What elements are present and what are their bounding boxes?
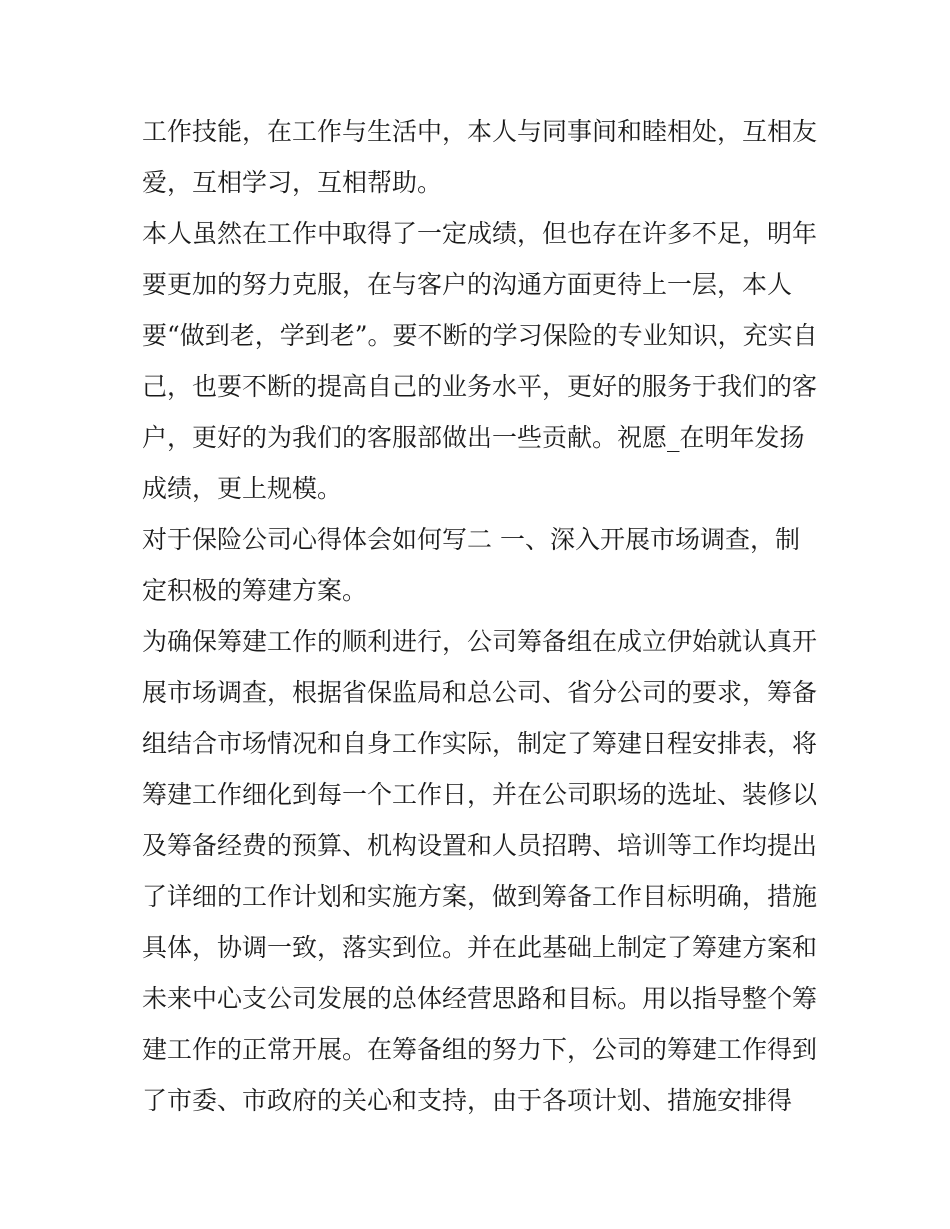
text-line: 要“做到老，学到老”。要不断的学习保险的专业知识，充实自 — [142, 321, 818, 350]
text-line: 未来中心支公司发展的总体经营思路和目标。用以指导整个筹 — [142, 984, 818, 1013]
text-line: 了市委、市政府的关心和支持，由于各项计划、措施安排得 — [142, 1086, 793, 1115]
text-line: 爱，互相学习，互相帮助。 — [142, 168, 443, 197]
text-line: 对于保险公司心得体会如何写二 一、深入开展市场调查，制 — [142, 525, 800, 554]
text-line: 己，也要不断的提高自己的业务水平，更好的服务于我们的客 — [142, 372, 818, 401]
text-line: 建工作的正常开展。在筹备组的努力下，公司的筹建工作得到 — [142, 1035, 818, 1064]
text-line: 成绩，更上规模。 — [142, 474, 343, 503]
text-line: 工作技能，在工作与生活中，本人与同事间和睦相处，互相友 — [142, 117, 818, 146]
text-line: 展市场调查，根据省保监局和总公司、省分公司的要求，筹备 — [142, 678, 818, 707]
text-line: 了详细的工作计划和实施方案，做到筹备工作目标明确，措施 — [142, 882, 818, 911]
text-line: 及筹备经费的预算、机构设置和人员招聘、培训等工作均提出 — [142, 831, 818, 860]
text-line: 筹建工作细化到每一个工作日，并在公司职场的选址、装修以 — [142, 780, 818, 809]
text-line: 定积极的筹建方案。 — [142, 576, 368, 605]
text-line: 本人虽然在工作中取得了一定成绩，但也存在许多不足，明年 — [142, 219, 818, 248]
text-line: 组结合市场情况和自身工作实际，制定了筹建日程安排表，将 — [142, 729, 818, 758]
text-line: 户，更好的为我们的客服部做出一些贡献。祝愿_在明年发扬 — [142, 423, 805, 452]
text-line: 具体，协调一致，落实到位。并在此基础上制定了筹建方案和 — [142, 933, 818, 962]
body-text — [142, 106, 818, 1126]
text-line: 为确保筹建工作的顺利进行，公司筹备组在成立伊始就认真开 — [142, 627, 818, 656]
text-line: 要更加的努力克服，在与客户的沟通方面更待上一层，本人 — [142, 270, 793, 299]
